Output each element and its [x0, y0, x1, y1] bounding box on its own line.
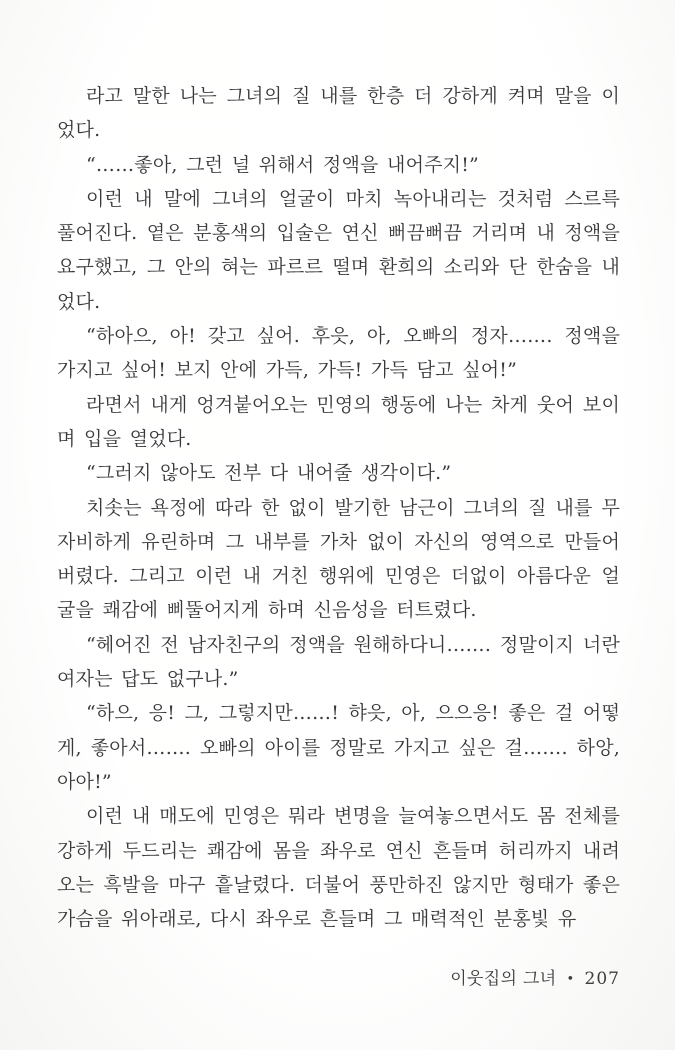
book-title: 이웃집의 그녀 — [450, 969, 557, 989]
body-paragraph: 이런 내 말에 그녀의 얼굴이 마치 녹아내리는 것처럼 스르륵 풀어진다. 옅은 분홍색의 입술은 연신 뻐끔뻐끔 거리며 내 정액을 요구했고, 그 안의 혀는 파르르 떨며 환희의 소리와 단 한숨을 내었다. — [57, 187, 620, 313]
body-text-block — [57, 79, 620, 936]
body-paragraph-dialogue: “헤어진 전 남자친구의 정액을 원해하다니……. 정말이지 너란 여자는 답도 없구나.” — [57, 633, 620, 691]
body-paragraph-dialogue: “……좋아, 그런 널 위해서 정액을 내어주지!” — [86, 153, 479, 176]
body-paragraph-dialogue: “하으, 응! 그, 그렇지만……! 햐읏, 아, 으으응! 좋은 걸 어떻게, 좋아서……. 오빠의 아이를 정말로 가지고 싶은 걸……. 하앙, 아아!” — [57, 702, 620, 793]
body-paragraph: 라고 말한 나는 그녀의 질 내를 한층 더 강하게 켜며 말을 이었다. — [57, 85, 620, 142]
body-paragraph: 이런 내 매도에 민영은 뭐라 변명을 늘여놓으면서도 몸 전체를 강하게 두드리는 쾌감에 몸을 좌우로 연신 흔들며 허리까지 내려오는 흑발을 마구 흩날렸다. 더불어 풍만하진 않지만 형태가 좋은 가슴을 위아래로, 다시 좌우로 흔들며 그 매력적인 분홍빛 유 — [57, 805, 620, 931]
body-paragraph: 라면서 내게 엉겨붙어오는 민영의 행동에 나는 차게 웃어 보이며 입을 열었다. — [57, 393, 620, 450]
body-paragraph: 치솟는 욕정에 따라 한 없이 발기한 남근이 그녀의 질 내를 무자비하게 유린하며 그 내부를 가차 없이 자신의 영역으로 만들어버렸다. 그리고 이런 내 거친 행위에 민영은 더없이 아름다운 얼굴을 쾌감에 삐뚤어지게 하며 신음성을 터트렸다. — [57, 496, 620, 622]
separator-dot-icon: • — [566, 972, 575, 987]
body-paragraph-dialogue: “하아으, 아! 갖고 싶어. 후읏, 아, 오빠의 정자……. 정액을 가지고 싶어! 보지 안에 가득, 가득! 가득 담고 싶어!” — [57, 325, 620, 382]
page-footer — [450, 964, 620, 989]
body-paragraph-dialogue: “그러지 않아도 전부 다 내어줄 생각이다.” — [86, 462, 452, 485]
page-number: 207 — [584, 969, 620, 989]
